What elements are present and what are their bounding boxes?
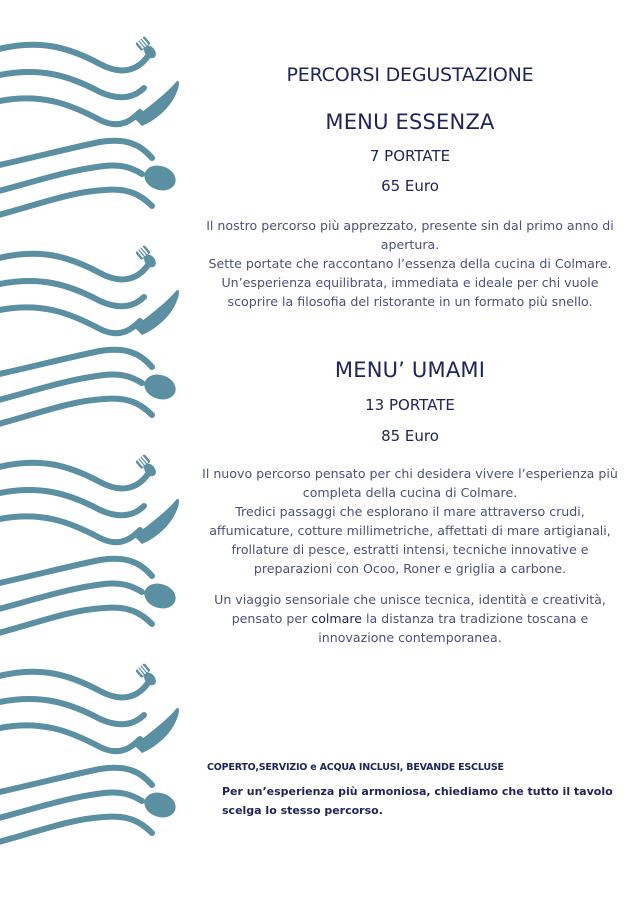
description-line: Un’esperienza equilibrata, immediata e ideale per chi vuole xyxy=(221,275,599,290)
closing-line: Un viaggio sensoriale che unisce tecnica, identità e creatività, xyxy=(214,592,606,607)
closing-text: pensato per xyxy=(231,611,312,626)
page-title: PERCORSI DEGUSTAZIONE xyxy=(286,64,534,86)
description-line: affumicature, cotture millimetriche, affettati di mare artigianali, xyxy=(209,523,611,538)
menu-umami-description xyxy=(200,464,620,578)
menu-essenza-price: 65 Euro xyxy=(381,177,439,195)
closing-line: innovazione contemporanea. xyxy=(318,630,502,645)
closing-line xyxy=(200,609,620,628)
description-line: frollature di pesce, estratti intensi, tecniche innovative e xyxy=(231,542,589,557)
description-line: apertura. xyxy=(380,237,440,252)
menu-umami-title: MENU’ UMAMI xyxy=(334,358,486,382)
description-line: completa della cucina di Colmare. xyxy=(302,485,518,500)
inclusions-note: COPERTO,SERVIZIO e ACQUA INCLUSI, BEVANDE ESCLUSE xyxy=(207,762,504,773)
description-line: Il nostro percorso più apprezzato, presente sin dal primo anno di xyxy=(206,218,614,233)
description-line: preparazioni con Ocoo, Roner e griglia a carbone. xyxy=(253,561,567,576)
closing-text: la distanza tra tradizione toscana e xyxy=(362,611,589,626)
menu-essenza-courses: 7 PORTATE xyxy=(369,147,451,165)
description-line: Il nuovo percorso pensato per chi desidera vivere l’esperienza più xyxy=(202,466,618,481)
description-line: Sette portate che raccontano l’essenza della cucina di Colmare. xyxy=(208,256,612,271)
menu-essenza-description xyxy=(200,216,620,311)
description-line: Tredici passaggi che esplorano il mare attraverso crudi, xyxy=(235,504,585,519)
menu-umami-price: 85 Euro xyxy=(381,427,439,445)
menu-umami-courses: 13 PORTATE xyxy=(365,396,455,414)
menu-essenza-title: MENU ESSENZA xyxy=(325,110,495,134)
cutlery-wave-decoration xyxy=(0,0,190,905)
table-request-note: Per un’esperienza più armoniosa, chiediamo che tutto il tavolo scelga lo stesso percorso. xyxy=(222,785,613,817)
colmare-highlight: colmare xyxy=(311,611,363,626)
description-line: scoprire la filosofia del ristorante in un formato più snello. xyxy=(227,294,593,309)
menu-umami-closing xyxy=(200,590,620,647)
